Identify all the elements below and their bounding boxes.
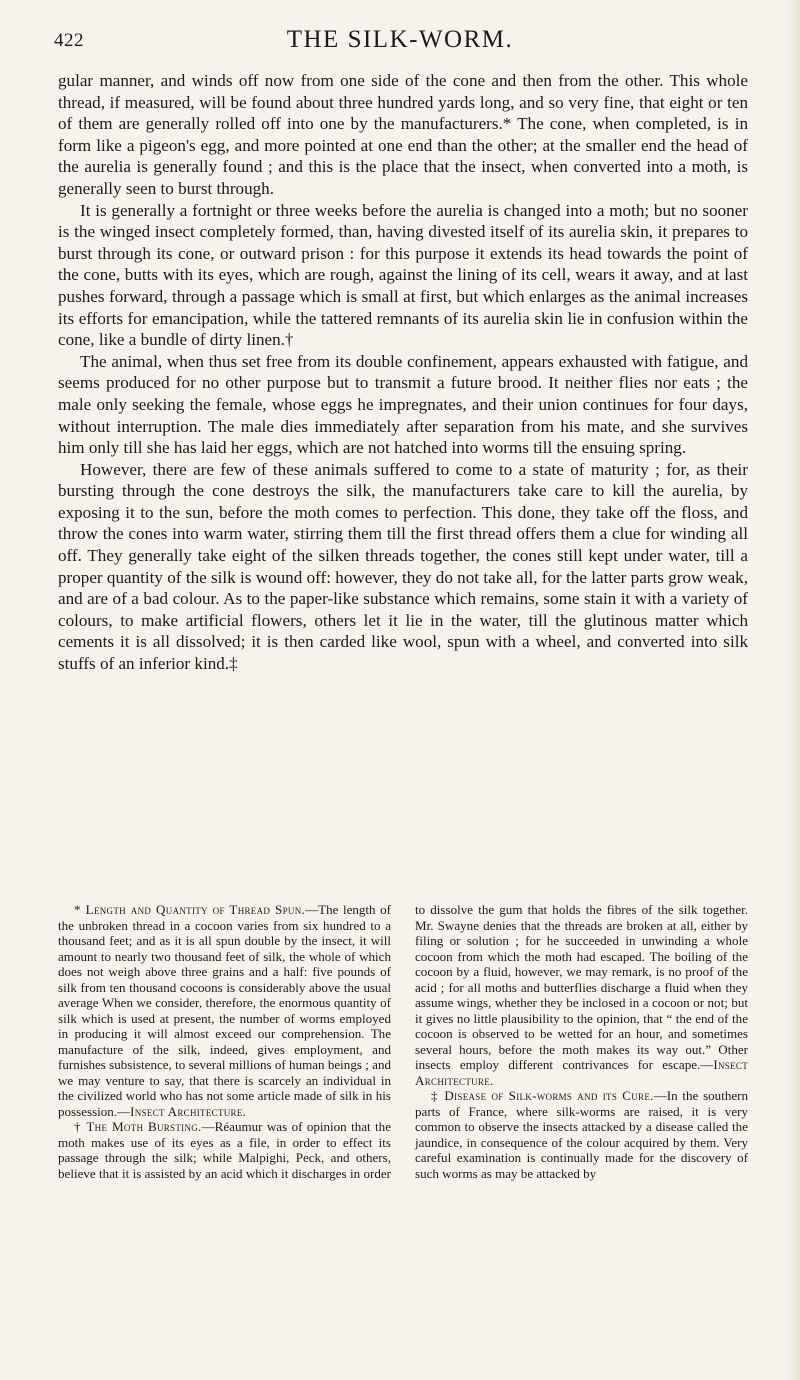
page-edge-shadow: [786, 0, 800, 1380]
footnote-text: —In the southern parts of France, where silk-worms are raised, it is very common to observe the insects attacked by a disease called the jaundice, in consequence of the colour acquired by them. Very careful examination is continually made for the discovery of such worms as may be attacked by: [415, 1088, 748, 1181]
footnote-source: Insect Architecture.: [415, 1057, 748, 1088]
footnote-text: —The length of the unbroken thread in a cocoon varies from six hundred to a thousand feet; and as it is all spun double by the insect, it will amount to nearly two thousand feet of silk, the whole of which does not weigh above three grains and a half: five pounds of silk from ten thousand cocoons is considerably above the usual average When we consider, therefore, the enormous quantity of silk which is used at present, the number of worms employed in producing it will almost exceed our comprehension. The manufacture of the silk, indeed, gives employment, and furnishes subsistence, to several millions of human beings ; and we may venture to say, that there is scarcely an individual in the civilized world who has not some article made of silk in his possession.—: [58, 902, 391, 1119]
footnote-source: Insect Architecture.: [130, 1103, 247, 1119]
footnote: [415, 1088, 748, 1181]
footnote-heading: * Length and Quantity of Thread Spun.: [74, 902, 306, 917]
footnote-heading: ‡ Disease of Silk-worms and its Cure.: [431, 1088, 654, 1103]
footnote-heading: † The Moth Bursting.: [74, 1119, 202, 1134]
paragraph: gular manner, and winds off now from one side of the cone and then from the other. This whole thread, if measured, will be found about three hundred yards long, and so very fine, that eight or ten of them are generally rolled off into one by the manufacturers.* The cone, when completed, is in form like a pigeon's egg, and more pointed at one end than the other; at the smaller end the head of the aurelia is generally found ; and this is the place that the insect, when converted into a moth, is generally seen to burst through.: [58, 71, 748, 198]
footnote: [58, 902, 391, 1119]
running-head: [54, 26, 746, 56]
paragraph: It is generally a fortnight or three weeks before the aurelia is changed into a moth; but no sooner is the winged insect completely formed, than, having divested itself of its aurelia skin, it prepares to burst through its cone, or outward prison : for this purpose it extends its head towards the point of the cone, butts with its eyes, which are rough, against the lining of its cell, wears it away, and at last pushes forward, through a passage which is small at first, but which enlarges as the animal increases its efforts for emancipation, while the tattered remnants of its aurelia skin lie in confusion within the cone, like a bundle of dirty linen.†: [58, 200, 748, 350]
paragraph: However, there are few of these animals suffered to come to a state of maturity ; for, as their bursting through the cone destroys the silk, the manufacturers take care to kill the aurelia, by exposing it to the sun, before the moth comes to perfection. This done, they take off the floss, and throw the cones into warm water, stirring them till the first thread offers them a clue for winding all off. They generally take eight of the silken threads together, the cones still kept under water, till a proper quantity of the silk is wound off: however, they do not take all, for the latter parts grow weak, and are of a bad colour. As to the paper-like substance which remains, some stain it with a variety of colours, to make artificial flowers, others let it lie in the water, till the glutinous matter which cements it is all dissolved; it is then carded like wool, spun with a wheel, and converted into silk stuffs of an inferior kind.‡: [58, 459, 748, 674]
body-text: [58, 70, 748, 675]
footnotes: [58, 902, 748, 1181]
running-title: THE SILK-WORM.: [286, 26, 514, 53]
page-number: 422: [54, 30, 84, 51]
paragraph: The animal, when thus set free from its double confinement, appears exhausted with fatigue, and seems produced for no other purpose but to transmit a future brood. It neither flies nor eats ; the male only seeking the female, whose eggs he impregnates, and their union continues for four days, without interruption. The male dies immediately after separation from his mate, and she survives him only till she has laid her eggs, which are not hatched into worms till the ensuing spring.: [58, 351, 748, 458]
footnote-text: —Réaumur was of opinion that the moth makes use of its eyes as a file, in order to effect its passage through the silk; while Malpighi, Peck, and others, believe that it is assisted by an acid which it discharges in order to dissolve the gum that holds the fibres of the silk together. Mr. Swayne denies that the threads are broken at all, either by filing or solution ; for he succeeded in unwinding a whole cocoon from which the moth had escaped. The boiling of the cocoon by a fluid, however, we may remark, is no proof of the acid ; for all moths and butterflies discharge a fluid when they assume wings, whether they be inclosed in a cocoon or not; but it gives no little plausibility to the opinion, that “ the end of the cocoon is observed to be wetted for an hour, and sometimes several hours, before the moth makes its way out.” Other insects employ different contrivances for escape.—: [58, 902, 748, 1181]
